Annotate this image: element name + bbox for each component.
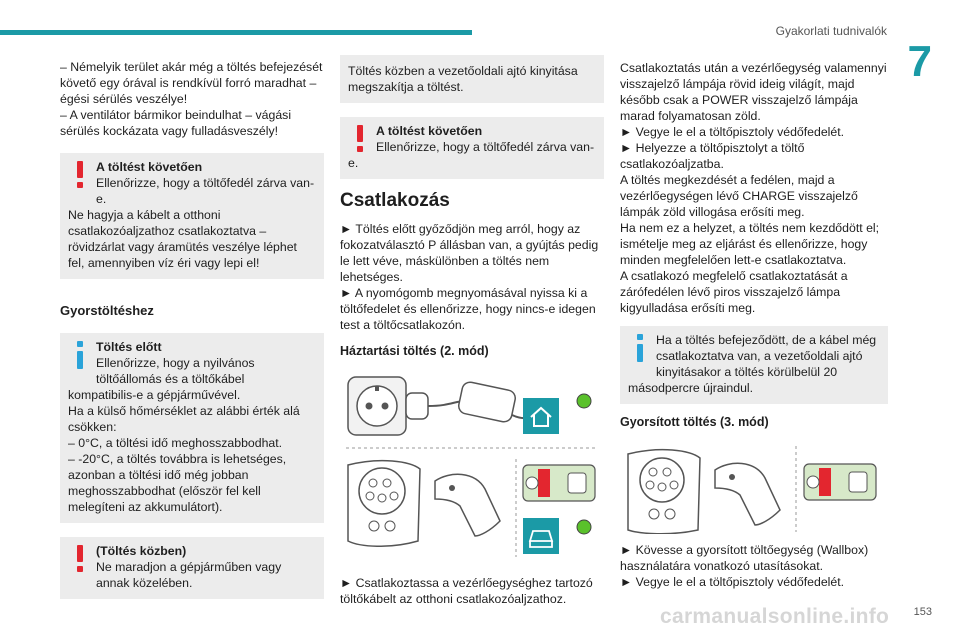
mode2-figure — [340, 371, 604, 571]
warning-line: Ne hagyja a kábelt a otthoni csatlakozóaljzathoz csatlakoztatva – rövidzárlat vagy áramütés veszélye léphet fel, amennyiben víz éri vagy lepi el! — [68, 208, 297, 270]
intro-line-1: – Némelyik terület akár még a töltés befejezését követő egy órával is rendkívül forró maradhat – égési sérülés veszélye! — [60, 60, 323, 106]
warning-box-during-charge — [60, 537, 324, 599]
warning-icon — [74, 161, 86, 189]
plug-cable-icon — [406, 381, 538, 424]
wall-socket-icon — [348, 377, 406, 435]
lock-panel-icon — [523, 465, 595, 501]
info-line: Ha a külső hőmérséklet az alábbi érték alá csökken: — [68, 404, 300, 434]
car-inlet-icon — [628, 450, 700, 534]
warning-title: A töltést követően — [96, 160, 203, 174]
mode2-heading: Háztartási töltés (2. mód) — [340, 344, 489, 358]
body-paragraph: Ha nem ez a helyzet, a töltés nem kezdődött el; ismételje meg az eljárást és ellenőrizze, hogy minden megfelelően lett-e csatlakoztatva. — [620, 221, 880, 267]
warning-title: (Töltés közben) — [96, 544, 187, 558]
intro-line-2: – A ventilátor bármikor beindulhat – vágási sérülés kockázata vagy fulladásveszély! — [60, 108, 292, 138]
body-paragraph: ► Helyezze a töltőpisztolyt a töltő csatlakozóaljzatba. — [620, 141, 805, 171]
section-title: Csatlakozás — [340, 190, 450, 211]
mode3-figure — [620, 442, 888, 534]
warning-icon — [354, 125, 366, 153]
car-indicator-icon — [523, 518, 591, 554]
home-indicator-icon — [523, 394, 591, 434]
warning-box-after-charge — [60, 153, 324, 279]
mode3-step: ► Kövesse a gyorsított töltőegység (Wallbox) használatára vonatkozó utasításokat. — [620, 543, 869, 573]
connect-paragraph-1: ► Töltés előtt győződjön meg arról, hogy az fokozatválasztó P állásban van, a gyújtás pedig le lett véve, máskülönben a töltés nem lehetséges. — [340, 222, 599, 284]
info-box-door-restart — [620, 326, 888, 404]
header-accent-bar — [0, 30, 472, 35]
column-2 — [340, 50, 604, 607]
mode2-illustration — [340, 371, 604, 571]
info-title: Töltés előtt — [96, 340, 162, 354]
warning-line: Ellenőrizze, hogy a töltőfedél zárva van-e. — [96, 176, 315, 206]
fast-charge-heading: Gyorstöltéshez — [60, 303, 154, 318]
info-box-before-charge — [60, 333, 324, 523]
warning-box-after-charge-2 — [340, 117, 604, 179]
info-line: Ellenőrizze, hogy a nyilvános töltőállomás és a töltőkábel kompatibilis-e a gépjárművével. — [68, 356, 255, 402]
page-number: 153 — [913, 606, 932, 618]
column-1 — [60, 50, 324, 613]
door-note-box: Töltés közben a vezetőoldali ajtó kinyitása megszakítja a töltést. — [340, 55, 604, 103]
info-line: – -20°C, a töltés továbbra is lehetséges, azonban a töltési idő még jobban meghosszabbodhat (először fel kell melegíteni az akkumulátort). — [68, 452, 287, 514]
watermark: carmanualsonline.info — [660, 605, 890, 628]
info-icon — [634, 334, 646, 362]
info-line: – 0°C, a töltési idő meghosszabbodhat. — [68, 436, 283, 450]
car-inlet-icon — [348, 461, 420, 547]
body-paragraph: Csatlakoztatás után a vezérlőegység valamennyi visszajelző lámpája rövid ideig világít, majd később csak a POWER visszajelző lámpája marad folyamatosan zöld. — [620, 61, 887, 123]
connect-paragraph-2: ► A nyomógomb megnyomásával nyissa ki a töltőfedelet és ellenőrizze, hogy nincs-e idegen test a töltőcsatlakozón. — [340, 286, 596, 332]
column-3 — [620, 50, 888, 590]
warning-title: A töltést követően — [376, 124, 483, 138]
charging-gun-icon — [435, 474, 500, 536]
mode3-step: ► Vegye le el a töltőpisztoly védőfedelét. — [620, 575, 845, 589]
charging-gun-icon — [715, 463, 780, 525]
body-paragraph: A töltés megkezdését a fedélen, majd a vezérlőegységen lévő CHARGE visszajelző lámpák zöld villogása erősíti meg. — [620, 173, 858, 219]
mode3-heading: Gyorsított töltés (3. mód) — [620, 415, 769, 429]
warning-icon — [74, 545, 86, 573]
lock-panel-icon — [804, 464, 876, 500]
mode3-illustration — [620, 442, 888, 534]
warning-line: Ellenőrizze, hogy a töltőfedél zárva van-e. — [348, 140, 595, 170]
info-text: Ha a töltés befejeződött, de a kábel még csatlakoztatva van, a vezetőoldali ajtó kinyitásakor a töltés körülbelül 20 másodpercre újraindul. — [628, 333, 877, 395]
body-paragraph: A csatlakozó megfelelő csatlakoztatását a zárófedélen lévő piros visszajelző lámpa kigyulladása erősíti meg. — [620, 269, 848, 315]
warning-line: Ne maradjon a gépjárműben vagy annak közelében. — [96, 560, 282, 590]
body-paragraph: ► Vegye le el a töltőpisztoly védőfedelét. — [620, 125, 845, 139]
chapter-number: 7 — [907, 37, 932, 86]
mode2-caption: ► Csatlakoztassa a vezérlőegységhez tartozó töltőkábelt az otthoni csatlakozóaljzathoz. — [340, 576, 593, 606]
info-icon — [74, 341, 86, 369]
section-name: Gyakorlati tudnivalók — [775, 24, 887, 38]
